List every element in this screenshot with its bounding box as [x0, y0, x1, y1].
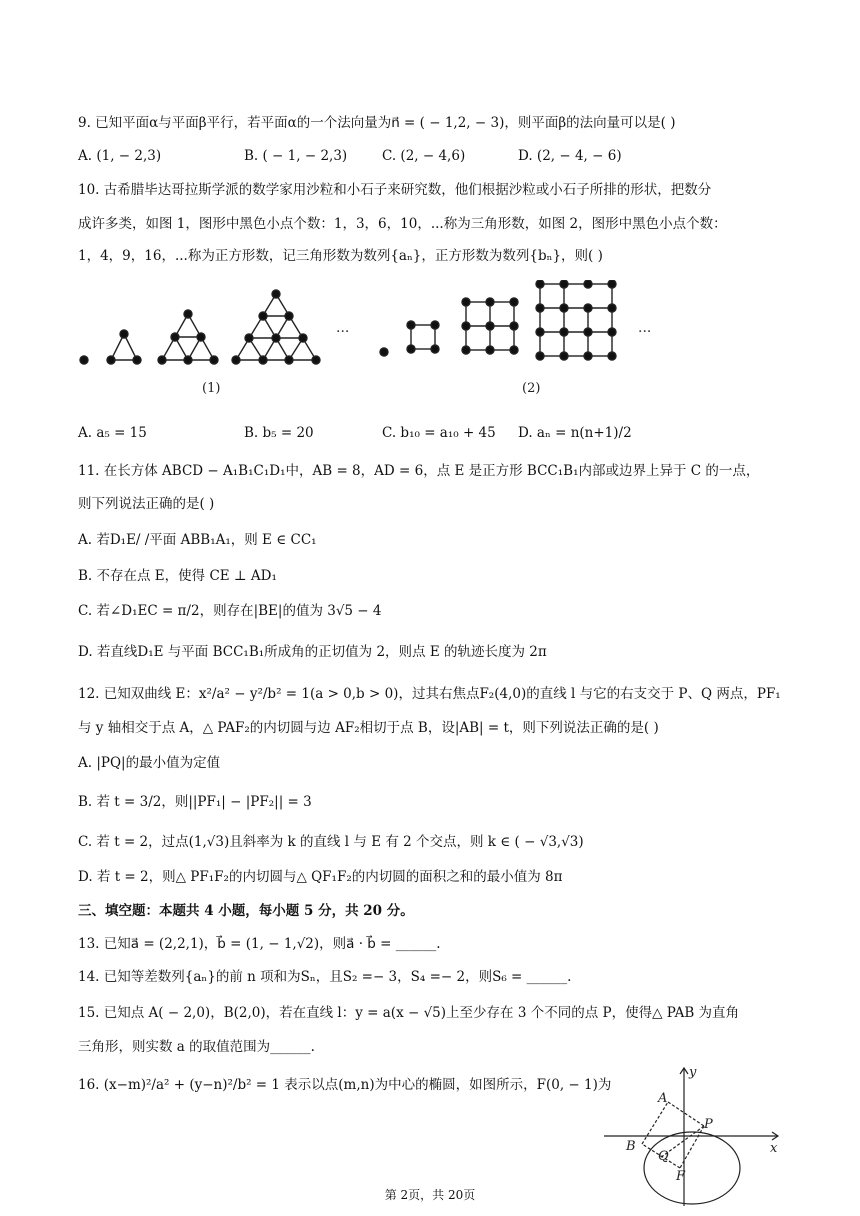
q15-stem-line-2: 三角形，则实数 a 的取值范围为______. [78, 1039, 315, 1055]
q10-stem-line-3: 1，4，9，16，...称为正方形数，记三角形数为数列{aₙ}，正方形数为数列{bₙ}，则( ) [78, 248, 603, 264]
q10-figure-label-2: (2) [522, 381, 541, 396]
q10-stem-line-1: 10. 古希腊毕达哥拉斯学派的数学家用沙粒和小石子来研究数，他们根据沙粒或小石子所排的形状，把数分 [78, 182, 712, 198]
tri-dot [80, 356, 88, 364]
q11-stem-line-1: 11. 在长方体 ABCD − A₁B₁C₁D₁中，AB = 8，AD = 6，点 E 是正方形 BCC₁B₁内部或边界上异于 C 的一点， [78, 463, 760, 479]
q16-label-y: y [689, 1065, 697, 1080]
q9-option-c: C. (2, − 4,6) [382, 148, 466, 164]
q10-dot-figure [70, 280, 670, 400]
q16-label-f: F [676, 1169, 686, 1184]
q12-stem-line-1: 12. 已知双曲线 E：x²/a² − y²/b² = 1(a > 0,b > 0)，过其右焦点F₂(4,0)的直线 l 与它的右支交于 P、Q 两点，PF₁ [78, 686, 781, 702]
q14-stem: 14. 已知等差数列{aₙ}的前 n 项和为Sₙ，且S₂ =− 3，S₄ =− 2，则S₆ = ______. [78, 969, 572, 985]
q11-option-d: D. 若直线D₁E 与平面 BCC₁B₁所成角的正切值为 2，则点 E 的轨迹长度为 2π [78, 644, 547, 660]
q13-stem: 13. 已知a⃗ = (2,2,1)，b⃗ = (1, − 1,√2)，则a⃗ · b⃗ = ______. [78, 936, 441, 952]
tri-dot [133, 356, 141, 364]
q16-stem: 16. (x−m)²/a² + (y−n)²/b² = 1 表示以点(m,n)为中心的椭圆，如图所示，F(0, − 1)为 [78, 1077, 612, 1093]
q10-option-b: B. b₅ = 20 [244, 425, 314, 441]
q10-option-c: C. b₁₀ = a₁₀ + 45 [382, 425, 496, 441]
q9-option-b: B. ( − 1, − 2,3) [244, 148, 348, 164]
q15-stem-line-1: 15. 已知点 A( − 2,0)，B(2,0)，若在直线 l：y = a(x − √5)上至少存在 3 个不同的点 P，使得△ PAB 为直角 [78, 1005, 740, 1021]
q16-label-p: P [704, 1117, 713, 1132]
q12-stem-line-2: 与 y 轴相交于点 A，△ PAF₂的内切圆与边 AF₂相切于点 B，设|AB| = t，则下列说法正确的是( ) [78, 720, 659, 736]
tri-dot [120, 330, 128, 338]
q9-option-d: D. (2, − 4, − 6) [518, 148, 622, 164]
q11-stem-line-2: 则下列说法正确的是( ) [78, 496, 215, 512]
q10-stem-line-2: 成许多类，如图 1，图形中黑色小点个数：1，3，6，10，...称为三角形数，如图 2，图形中黑色小点个数： [78, 216, 727, 232]
q10-ellipsis-2: ··· [638, 324, 652, 340]
tri-dot [107, 356, 115, 364]
q12-option-c: C. 若 t = 2，过点(1,√3)且斜率为 k 的直线 l 与 E 有 2 个交点，则 k ∈ ( − √3,√3) [78, 834, 584, 850]
q10-figure-label-1: (1) [202, 381, 221, 396]
page-footer: 第 2页，共 20页 [384, 1188, 476, 1202]
q9-option-a: A. (1, − 2,3) [78, 148, 162, 164]
q9-stem: 9. 已知平面α与平面β平行，若平面α的一个法向量为n⃗ = ( − 1,2, − 3)，则平面β的法向量可以是( ) [78, 115, 676, 131]
q11-option-b: B. 不存在点 E，使得 CE ⊥ AD₁ [78, 568, 277, 584]
q12-option-b: B. 若 t = 3/2，则||PF₁| − |PF₂|| = 3 [78, 794, 312, 810]
q10-option-a: A. a₅ = 15 [78, 425, 147, 441]
q12-option-a: A. |PQ|的最小值为定值 [78, 755, 221, 771]
section-3-heading: 三、填空题：本题共 4 小题，每小题 5 分，共 20 分。 [78, 903, 414, 919]
q16-label-x: x [770, 1141, 778, 1156]
q10-ellipsis-1: ··· [336, 324, 350, 340]
q16-label-q: Q [658, 1149, 669, 1164]
q10-option-d: D. aₙ = n(n+1)/2 [518, 425, 632, 441]
q16-label-b: B [626, 1139, 636, 1154]
q11-option-a: A. 若D₁E/ /平面 ABB₁A₁，则 E ∈ CC₁ [78, 532, 317, 548]
q11-option-c: C. 若∠D₁EC = π/2，则存在|BE|的值为 3√5 − 4 [78, 603, 382, 619]
q16-label-a: A [658, 1091, 668, 1106]
q12-option-d: D. 若 t = 2，则△ PF₁F₂的内切圆与△ QF₁F₂的内切圆的面积之和的最小值为 8π [78, 869, 563, 885]
